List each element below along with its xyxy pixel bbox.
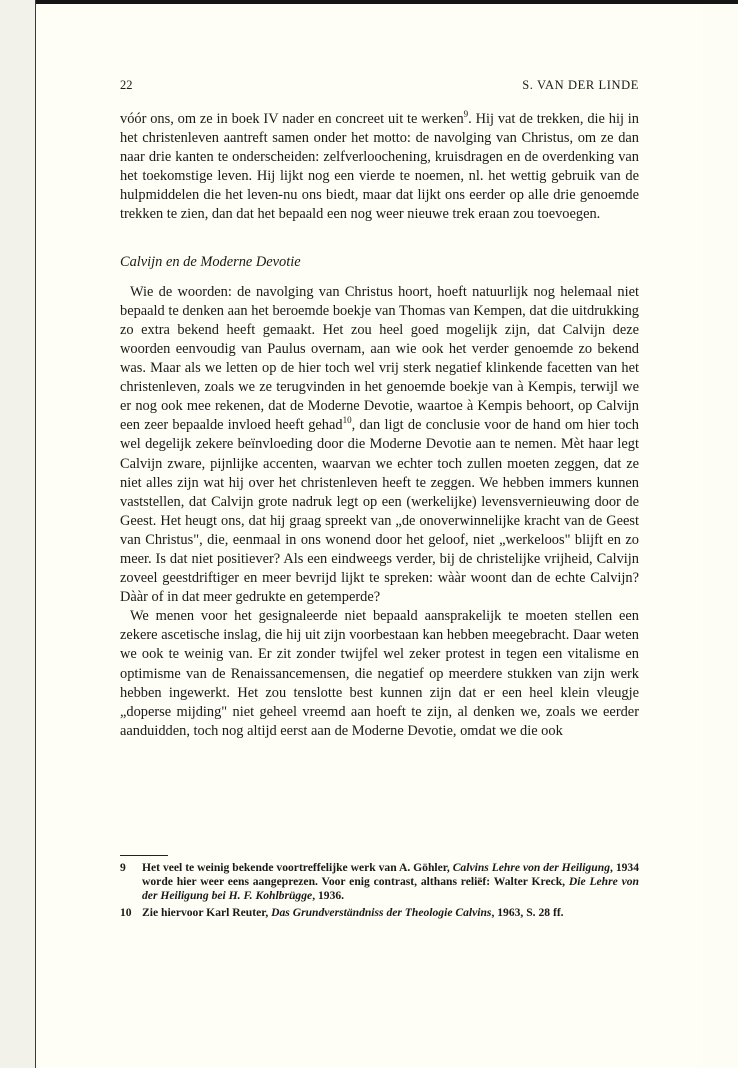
footnote-ref-10[interactable]: 10 [342,415,352,426]
paragraph-3: We menen voor het gesignaleerde niet bepaald aansprakelijk te moeten stellen een zekere ascetische inslag, die hij uit zijn voorbestaan kan hebben meegebracht. Daar weten we ook te weinig van. Er zit zonder twijfel wel zeker protest in tegen een vitalisme en optimisme van de Renaissancemensen, die negatief op meerdere stukken van zijn werk hebben ingewerkt. Het zou tenslotte best kunnen zijn dat er een heel klein vleugje „doperse mijding" niet geheel vreemd aan hoeft te zijn, al denken we, zoals we eerder aanduidden, toch nog altijd eerst aan de Moderne Devotie, omdat we die ook [120,608,639,739]
body-text [120,110,639,741]
footnote-9-text-3: , 1936. [312,889,345,903]
footnote-9-text-1: Het veel te weinig bekende voortreffelijke werk van A. Göhler, [142,861,453,874]
paragraph-2-text-b: , dan ligt de conclusie voor de hand om hier toch wel degelijk zekere beïnvloeding door die Moderne Devotie aan te nemen. Mèt haar legt Calvijn zware, pijnlijke accenten, waarvan we echter toch zullen moeten zeggen, dat ze niet alles zijn wat hij over het christenleven heeft te zeggen. We hebben immers kunnen vaststellen, dat Calvijn grote nadruk legt op een (werkelijke) levensvernieuwing door de Geest. Het heugt ons, dat hij graag spreekt van „de onoverwinnelijke kracht van de Geest van Christus", die, eenmaal in ons wonend door het geloof, niet „werkeloos" blijft en zo meer. Is dat niet positiever? Als een eindweegs verder, bij de christelijke vrijheid, Calvijn zoveel geestdriftiger en meer bevrijd lijkt te spreken: wààr woont dan de echte Calvijn? Dààr of in dat meer gedrukte en getemperde? [120,417,639,606]
footnote-ref-9[interactable]: 9 [463,109,469,120]
footnote-number: 10 [120,905,132,919]
paragraph-1-text-b: . Hij vat de trekken, die hij in het christenleven aantreft samen onder het motto: de navolging van Christus, om ze dan naar drie kanten te onderscheiden: zelfverloochening, kruisdragen en de overdenking van het toekomstige leven. Hij lijkt nog een vierde te noemen, nl. het wettig gebruik van de hulpmiddelen die het leven-nu ons biedt, maar dat lijkt ons eerder op alle drie genoemde trekken te zien, dan dat het bepaald een nog weer nieuwe trek eraan zou toevoegen. [120,111,639,223]
paragraph-2-text-a: Wie de woorden: de navolging van Christus hoort, hoeft natuurlijk nog helemaal niet bepaald te denken aan het beroemde boekje van Thomas van Kempen, dat die uitdrukking zo extra bekend heeft gemaakt. Het zou heel goed mogelijk zijn, dat Calvijn deze woorden eenvoudig van Paulus overnam, aan wie ook het verder genoemde zo bekend was. Maar als we letten op de hier toch wel vrij sterk negatief klinkende facetten van het christenleven, zoals we ze terugvinden in het genoemde boekje van à Kempis, terwijl we er nog ook mee rekenen, dat de Moderne Devotie, waartoe à Kempis behoort, op Calvijn een zeer bepaalde invloed heeft gehad [120,283,639,434]
paragraph-2 [120,283,639,608]
footnote-text [142,906,564,919]
running-head: S. VAN DER LINDE [522,78,639,92]
paragraph-1-text-a: vóór ons, om ze in boek IV nader en concreet uit te werken [120,111,464,127]
footnote-10 [120,906,639,920]
footnote-9-text-2: , 1934 worde hier weer eens aangeprezen. Voor enig contrast, althans reliëf: Walter Kreck, [142,861,640,889]
footnotes [120,861,639,922]
scan-left-margin [0,0,36,1068]
footnote-text [142,861,639,902]
footnote-9-title-2: Die Lehre von der Heiligung bei H. F. Kohlbrügge [142,875,639,903]
page-number: 22 [120,78,133,92]
footnote-10-text-1: Zie hiervoor Karl Reuter, [142,905,272,919]
footnote-9 [120,861,639,904]
footnote-10-text-2: , 1963, S. 28 ff. [491,905,564,919]
paragraph-1 [120,110,639,225]
footnote-number: 9 [120,861,126,874]
scan-top-edge [0,0,738,4]
scan-right-margin [703,4,738,1068]
page-header [120,78,639,94]
footnote-divider [120,855,168,856]
section-title: Calvijn en de Moderne Devotie [120,253,301,270]
footnote-9-title-1: Calvins Lehre von der Heiligung [452,861,610,874]
footnote-10-title-1: Das Grundverständniss der Theologie Calvins [271,905,492,919]
